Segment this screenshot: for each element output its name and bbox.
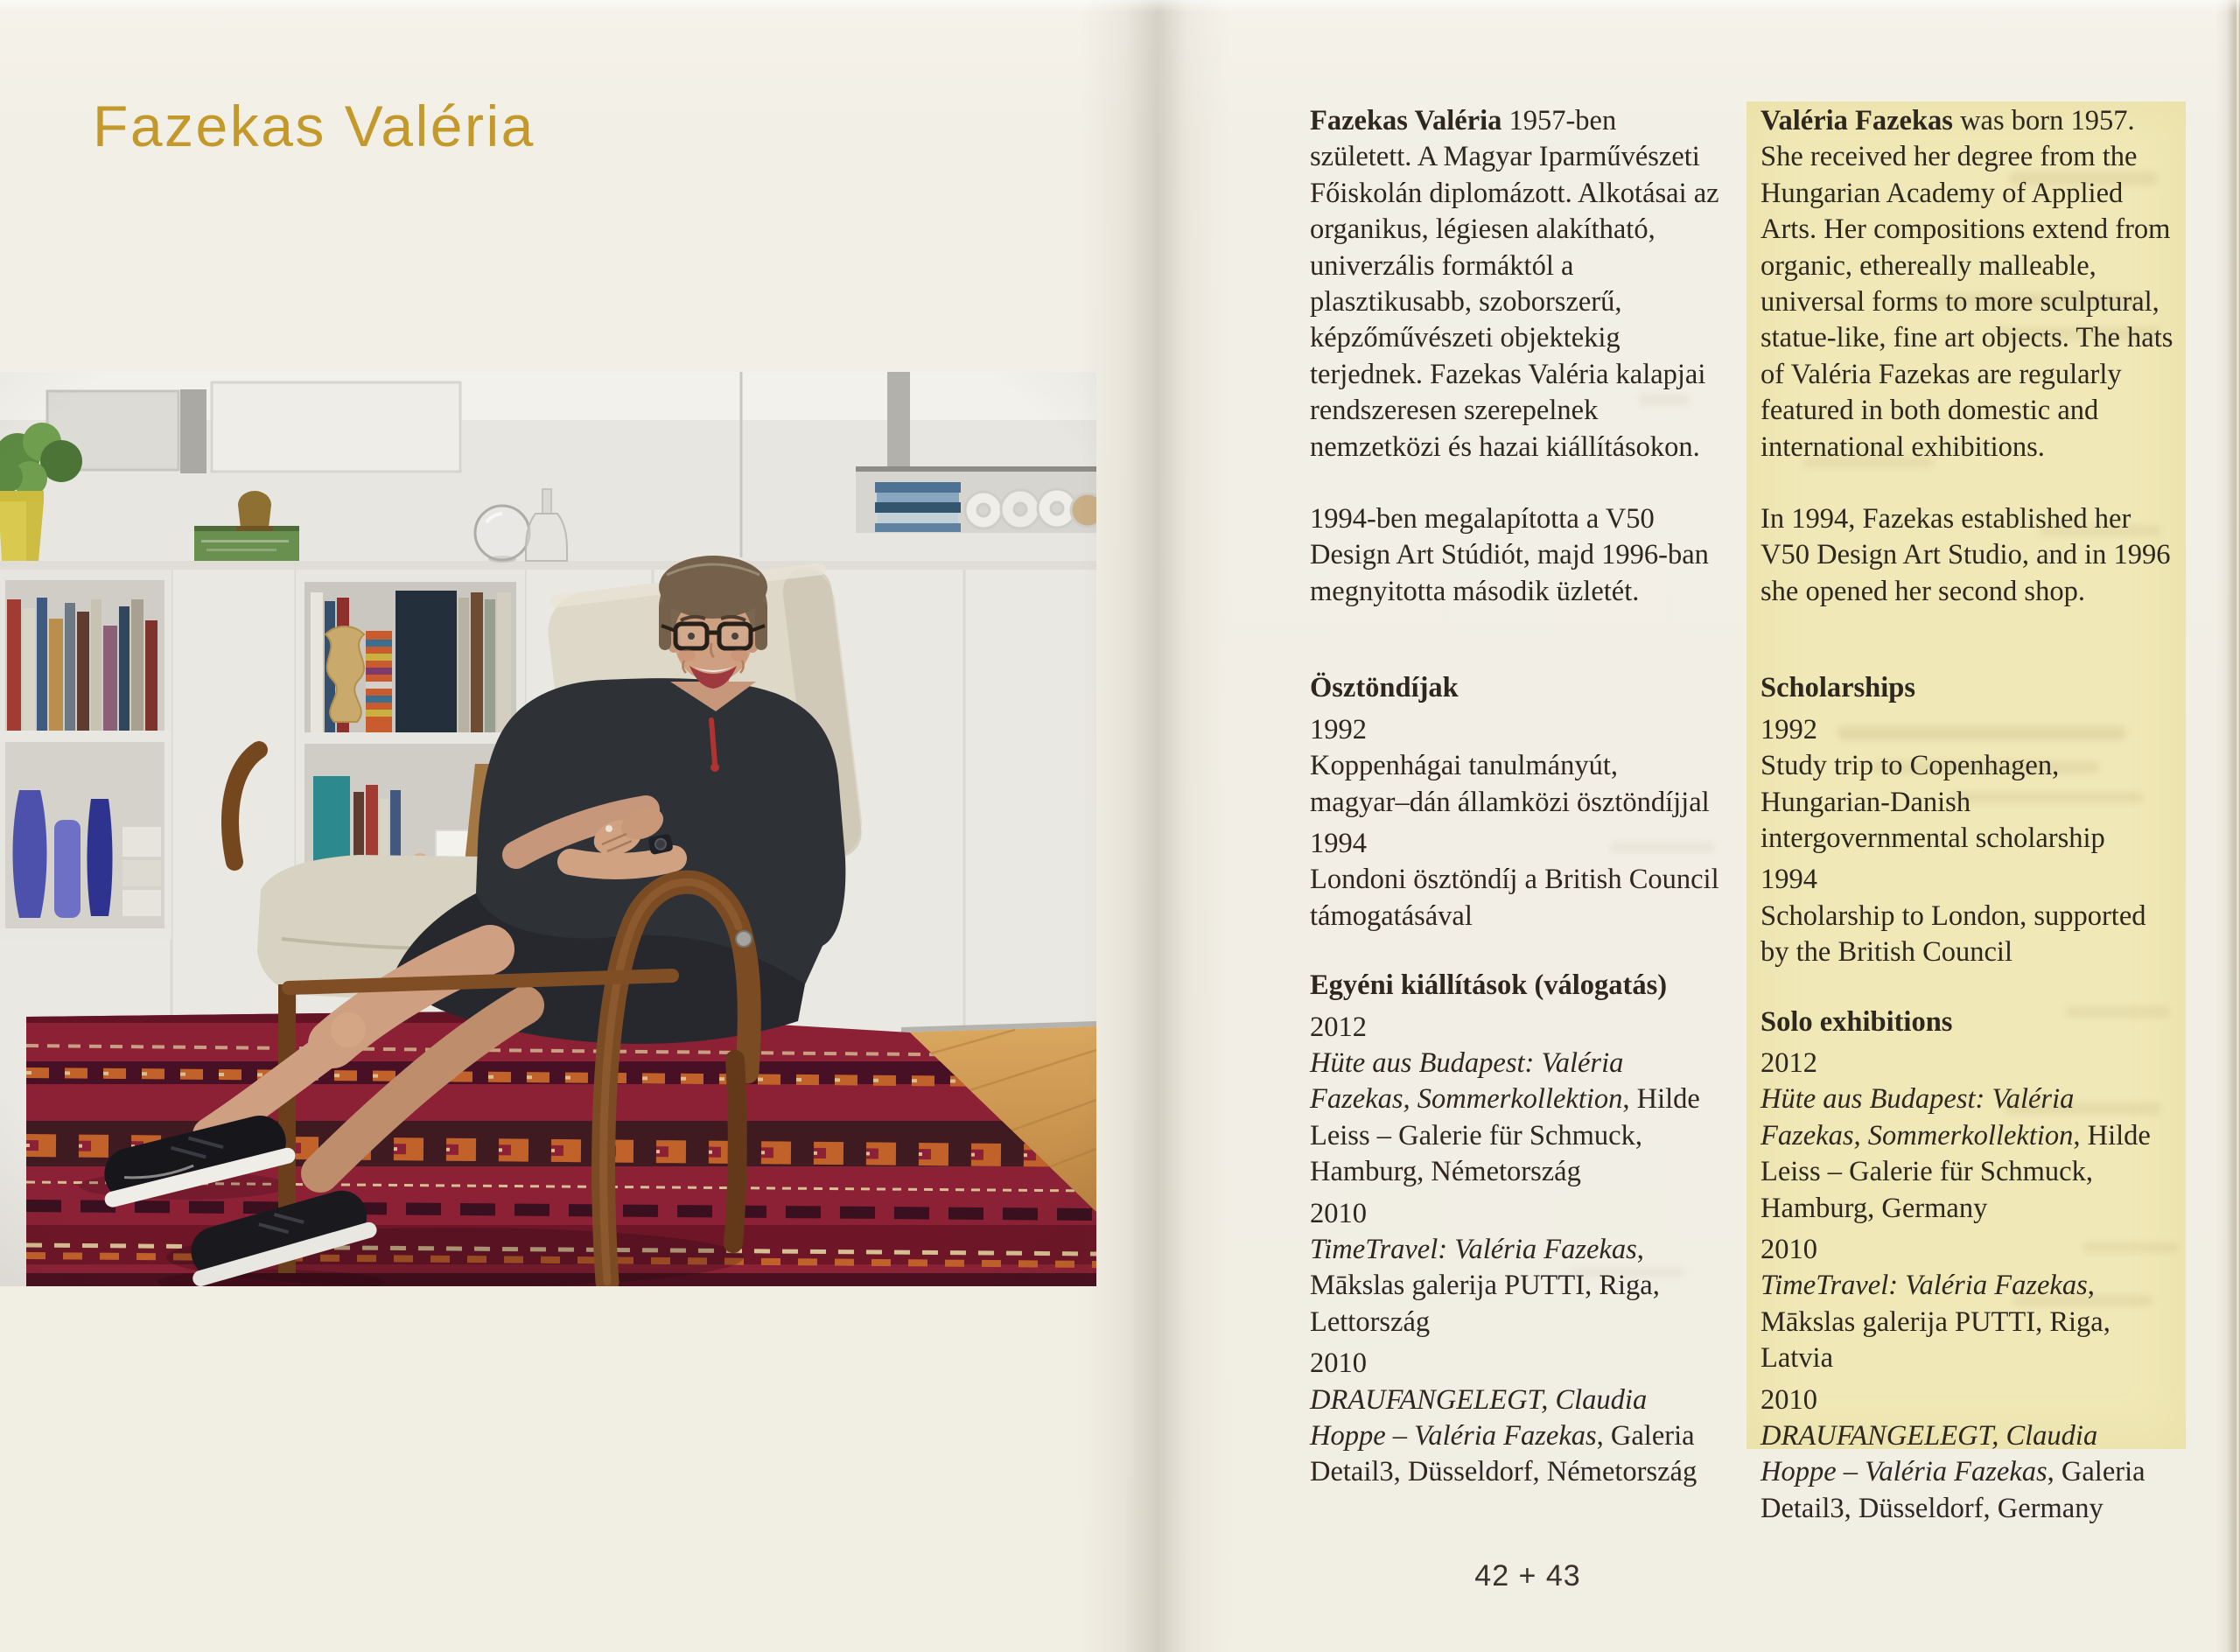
page-number: 42 + 43 xyxy=(1474,1559,1581,1592)
portrait-photo xyxy=(0,372,1096,1286)
exhibition-entry: Scholarship to London, supported by the British Council xyxy=(1760,900,2146,969)
paragraph: Fazekas Valéria 1957-ben született. A Magyar Iparművészeti Főiskolán diplomázott. Alkotásai az organikus, légiesen alakítható, univerzális formáktól a plasztikusabb, szoborszerű, képzőművészeti objektekig terjednek. Fazekas Valéria kalapjai rendszeresen szerepelnek nemzetközi és hazai kiállításokon. xyxy=(1310,105,1719,463)
year-label: 2010 xyxy=(1310,1348,1367,1380)
page-gutter-shadow xyxy=(1081,0,1229,1652)
exhibition-entry: TimeTravel: Valéria Fazekas, Mākslas galerija PUTTI, Riga, Latvia xyxy=(1760,1270,2110,1375)
portrait-photo-illustration xyxy=(0,372,1096,1286)
exhibition-entry: DRAUFANGELEGT, Claudia Hoppe – Valéria Fazekas, Galeria Detail3, Düsseldorf, Germany xyxy=(1760,1420,2146,1524)
year-label: 2010 xyxy=(1760,1383,1817,1416)
column-english xyxy=(1760,103,2174,1527)
exhibition-entry: DRAUFANGELEGT, Claudia Hoppe – Valéria Fazekas, Galeria Detail3, Düsseldorf, Németország xyxy=(1310,1383,1698,1488)
year-label: 1992 xyxy=(1310,713,1367,746)
column-hungarian xyxy=(1310,103,1719,1491)
section-heading: Ösztöndíjak xyxy=(1310,672,1459,704)
year-label: 2010 xyxy=(1310,1197,1367,1229)
exhibition-entry: Koppenhágai tanulmányút, magyar–dán államközi ösztöndíjjal xyxy=(1310,750,1710,818)
scan-top-edge xyxy=(0,0,2240,12)
year-label: 2010 xyxy=(1760,1233,1817,1265)
exhibition-entry: Hüte aus Budapest: Valéria Fazekas, Sommerkollektion, Hilde Leiss – Galerie für Schmuck, Hamburg, Németország xyxy=(1310,1046,1700,1188)
page-title: Fazekas Valéria xyxy=(93,94,536,158)
section-heading: Egyéni kiállítások (válogatás) xyxy=(1310,970,1668,1002)
year-label: 2012 xyxy=(1310,1011,1367,1043)
section-heading: Scholarships xyxy=(1760,672,1916,704)
year-label: 2012 xyxy=(1760,1046,1817,1079)
year-label: 1994 xyxy=(1760,864,1817,896)
exhibition-entry: Hüte aus Budapest: Valéria Fazekas, Sommerkollektion, Hilde Leiss – Galerie für Schmuck, Hamburg, Germany xyxy=(1760,1083,2151,1224)
paragraph: In 1994, Fazekas established her V50 Design Art Studio, and in 1996 she opened her second shop. xyxy=(1760,503,2171,607)
page-edge xyxy=(2216,0,2240,1652)
year-label: 1992 xyxy=(1760,713,1817,746)
section-heading: Solo exhibitions xyxy=(1760,1005,1953,1038)
exhibition-entry: Study trip to Copenhagen, Hungarian-Danish intergovernmental scholarship xyxy=(1760,750,2105,854)
exhibition-entry: TimeTravel: Valéria Fazekas, Mākslas galerija PUTTI, Riga, Lettország xyxy=(1310,1233,1660,1338)
year-label: 1994 xyxy=(1310,827,1367,859)
paragraph: 1994-ben megalapította a V50 Design Art Stúdiót, majd 1996-ban megnyitotta második üzletét. xyxy=(1310,503,1709,607)
paragraph: Valéria Fazekas was born 1957. She received her degree from the Hungarian Academy of Applied Arts. Her compositions extend from organic, ethereally malleable, universal forms to more sculptural, statue-like, fine art objects. The hats of Valéria Fazekas are regularly featured in both domestic and international exhibitions. xyxy=(1760,105,2174,463)
exhibition-entry: Londoni ösztöndíj a British Council támogatásával xyxy=(1310,864,1719,932)
